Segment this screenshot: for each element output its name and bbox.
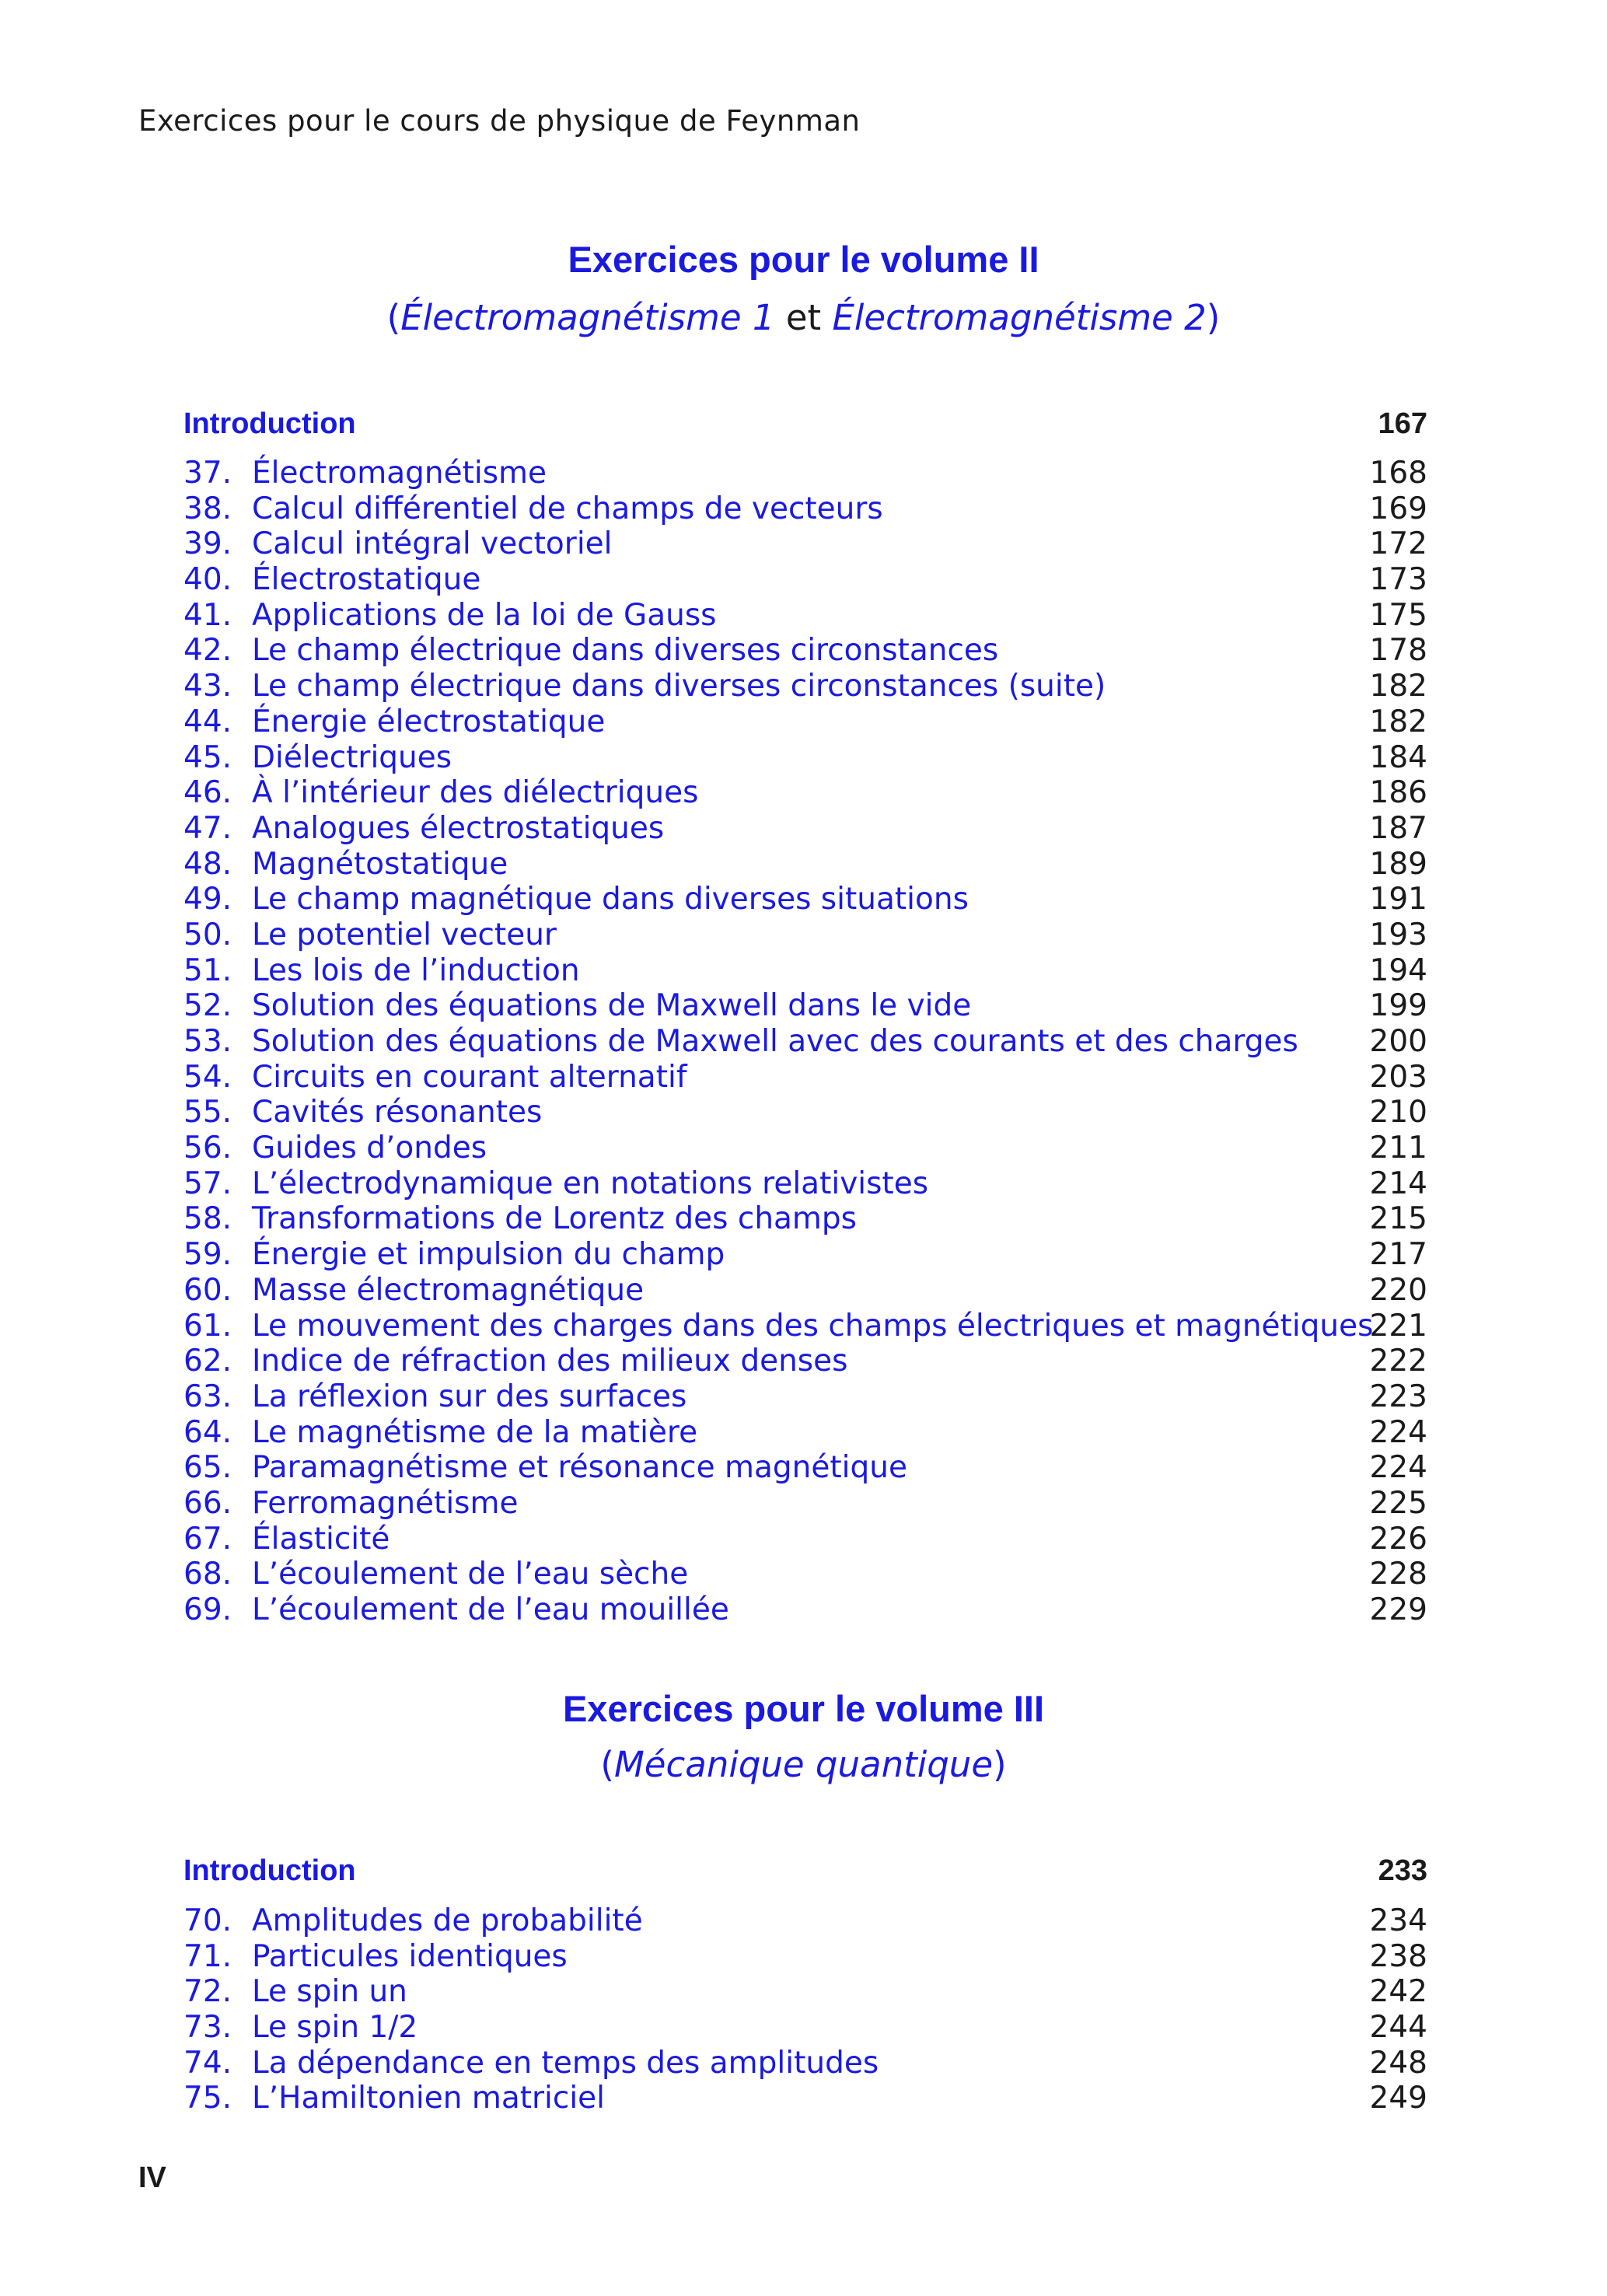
toc-list-volume-3 xyxy=(183,1903,1427,2116)
toc-entry-title[interactable]: Indice de réfraction des milieux denses xyxy=(252,1344,848,1379)
toc-entry[interactable] xyxy=(183,456,1427,491)
toc-entry-page: 187 xyxy=(1369,810,1427,846)
toc-entry-title[interactable]: Le spin 1/2 xyxy=(252,2010,418,2046)
toc-entry-number: 53. xyxy=(183,1024,232,1059)
volume-2-title: Exercices pour le volume II xyxy=(568,239,1039,280)
subtitle-part-1[interactable]: Électromagnétisme 1 xyxy=(400,297,775,338)
toc-entry-page: 199 xyxy=(1369,988,1427,1024)
toc-entry-title[interactable]: Le spin un xyxy=(252,1974,407,2010)
toc-entry-number: 58. xyxy=(183,1201,232,1237)
toc-intro-label[interactable]: Introduction xyxy=(183,1854,356,1887)
toc-entry-title[interactable]: Le champ magnétique dans diverses situations xyxy=(252,882,969,917)
toc-entry-title[interactable]: Le magnétisme de la matière xyxy=(252,1414,698,1450)
toc-entry-title[interactable]: La dépendance en temps des amplitudes xyxy=(252,2045,879,2081)
toc-entry-page: 225 xyxy=(1369,1485,1427,1521)
toc-entry-page: 211 xyxy=(1369,1131,1427,1166)
toc-entry[interactable] xyxy=(183,917,1427,953)
toc-entry-title[interactable]: Ferromagnétisme xyxy=(252,1485,519,1521)
toc-entry-title[interactable]: Cavités résonantes xyxy=(252,1095,543,1131)
toc-entry-number: 54. xyxy=(183,1059,232,1095)
toc-entry-page: 234 xyxy=(1369,1903,1427,1938)
running-header: Exercices pour le cours de physique de Feynman xyxy=(138,104,861,138)
toc-entry[interactable] xyxy=(183,1592,1427,1628)
toc-entry-page: 226 xyxy=(1369,1521,1427,1557)
subtitle-part-2[interactable]: Électromagnétisme 2 xyxy=(832,297,1207,338)
toc-entry[interactable] xyxy=(183,598,1427,634)
toc-entry-number: 63. xyxy=(183,1379,232,1414)
toc-entry-page: 203 xyxy=(1369,1059,1427,1095)
toc-entry-number: 43. xyxy=(183,669,232,704)
toc-entry-page: 168 xyxy=(1369,456,1427,491)
toc-entry-number: 47. xyxy=(183,810,232,846)
toc-entry-number: 57. xyxy=(183,1165,232,1201)
toc-entry[interactable] xyxy=(183,1522,1427,1557)
toc-entry-number: 44. xyxy=(183,704,232,739)
toc-entry-page: 175 xyxy=(1369,597,1427,633)
toc-entry-title[interactable]: L’écoulement de l’eau mouillée xyxy=(252,1592,729,1627)
toc-entry-number: 68. xyxy=(183,1557,232,1592)
toc-entry[interactable] xyxy=(183,562,1427,598)
toc-entry-page: 222 xyxy=(1369,1344,1427,1379)
toc-entry-title[interactable]: Électromagnétisme xyxy=(252,456,547,491)
toc-entry[interactable] xyxy=(183,1201,1427,1237)
toc-entry[interactable] xyxy=(183,1024,1427,1060)
toc-entry-page: 200 xyxy=(1369,1024,1427,1059)
toc-entry-title[interactable]: Transformations de Lorentz des champs xyxy=(252,1201,858,1237)
subtitle-paren-close: ) xyxy=(1206,297,1221,338)
subtitle-connector: et xyxy=(774,297,833,338)
toc-entry[interactable] xyxy=(183,2010,1427,2046)
toc-entry-number: 71. xyxy=(183,1938,232,1974)
toc-entry-page: 173 xyxy=(1369,562,1427,598)
toc-entry[interactable] xyxy=(183,1903,1427,1939)
toc-entry-number: 69. xyxy=(183,1592,232,1627)
toc-entry-number: 40. xyxy=(183,562,232,598)
page-folio: IV xyxy=(138,2161,166,2194)
toc-entry-title[interactable]: Le mouvement des charges dans des champs électriques et magnétiques xyxy=(252,1308,1374,1344)
toc-entry-number: 56. xyxy=(183,1131,232,1166)
toc-entry-number: 74. xyxy=(183,2045,232,2081)
toc-entry[interactable] xyxy=(183,669,1427,704)
toc-entry-title[interactable]: Les lois de l’induction xyxy=(252,952,580,988)
toc-entry-number: 51. xyxy=(183,952,232,988)
toc-intro-page: 167 xyxy=(1378,407,1427,440)
toc-entry-number: 60. xyxy=(183,1272,232,1308)
toc-list-volume-2 xyxy=(183,456,1427,1628)
toc-entry-title[interactable]: Masse électromagnétique xyxy=(252,1272,645,1308)
toc-intro-label[interactable]: Introduction xyxy=(183,407,356,440)
subtitle-paren-open: ( xyxy=(386,297,401,338)
toc-entry-number: 75. xyxy=(183,2081,232,2116)
toc-entry[interactable] xyxy=(183,633,1427,669)
toc-entry-number: 59. xyxy=(183,1237,232,1273)
toc-entry-page: 228 xyxy=(1369,1557,1427,1592)
toc-entry[interactable] xyxy=(183,811,1427,847)
toc-entry-page: 169 xyxy=(1369,491,1427,526)
toc-entry-page: 249 xyxy=(1369,2081,1427,2116)
toc-entry[interactable] xyxy=(183,1486,1427,1522)
toc-entry-page: 172 xyxy=(1369,526,1427,562)
toc-entry[interactable] xyxy=(183,1415,1427,1451)
toc-entry-title[interactable]: Diélectriques xyxy=(252,739,452,775)
toc-entry-number: 49. xyxy=(183,882,232,917)
toc-entry-title[interactable]: Le champ électrique dans diverses circonstances xyxy=(252,633,999,669)
toc-entry-page: 229 xyxy=(1369,1592,1427,1627)
toc-entry-title[interactable]: Calcul intégral vectoriel xyxy=(252,526,613,562)
toc-entry[interactable] xyxy=(183,882,1427,917)
toc-entry[interactable] xyxy=(183,1450,1427,1486)
toc-entry-number: 48. xyxy=(183,846,232,882)
toc-entry-number: 52. xyxy=(183,988,232,1024)
toc-entry[interactable] xyxy=(183,1344,1427,1379)
toc-entry-title[interactable]: Particules identiques xyxy=(252,1938,568,1974)
toc-entry-page: 223 xyxy=(1369,1379,1427,1414)
volume-3-title: Exercices pour le volume III xyxy=(562,1688,1045,1729)
toc-entry-page: 186 xyxy=(1369,775,1427,811)
toc-entry-page: 178 xyxy=(1369,633,1427,669)
toc-entry-number: 61. xyxy=(183,1308,232,1344)
toc-entry-title[interactable]: Le potentiel vecteur xyxy=(252,917,557,952)
toc-entry-page: 224 xyxy=(1369,1450,1427,1486)
toc-entry[interactable] xyxy=(183,1939,1427,1975)
toc-entry-title[interactable]: Guides d’ondes xyxy=(252,1131,487,1166)
toc-entry-title[interactable]: Énergie électrostatique xyxy=(252,704,606,739)
toc-entry[interactable] xyxy=(183,526,1427,562)
toc-entry-number: 38. xyxy=(183,491,232,526)
toc-entry-page: 244 xyxy=(1369,2010,1427,2046)
toc-entry[interactable] xyxy=(183,988,1427,1024)
toc-entry-title[interactable]: Le champ électrique dans diverses circonstances (suite) xyxy=(252,669,1106,704)
toc-entry[interactable] xyxy=(183,1166,1427,1202)
toc-entry-title[interactable]: Élasticité xyxy=(252,1521,390,1557)
toc-entry[interactable] xyxy=(183,1237,1427,1273)
toc-entry[interactable] xyxy=(183,491,1427,527)
toc-entry[interactable] xyxy=(183,1060,1427,1096)
toc-entry-page: 224 xyxy=(1369,1414,1427,1450)
toc-entry-number: 46. xyxy=(183,775,232,811)
toc-entry-number: 39. xyxy=(183,526,232,562)
toc-entry-title[interactable]: Calcul différentiel de champs de vecteurs xyxy=(252,491,883,526)
toc-entry-page: 191 xyxy=(1369,882,1427,917)
toc-entry-page: 220 xyxy=(1369,1272,1427,1308)
toc-entry-title[interactable]: Analogues électrostatiques xyxy=(252,810,665,846)
toc-entry[interactable] xyxy=(183,1131,1427,1166)
toc-entry[interactable] xyxy=(183,953,1427,989)
toc-entry-page: 189 xyxy=(1369,846,1427,882)
toc-entry-page: 248 xyxy=(1369,2045,1427,2081)
toc-entry-page: 210 xyxy=(1369,1095,1427,1131)
toc-entry-page: 193 xyxy=(1369,917,1427,952)
toc-entry-title[interactable]: L’Hamiltonien matriciel xyxy=(252,2081,605,2116)
toc-entry[interactable] xyxy=(183,2046,1427,2081)
toc-entry-number: 42. xyxy=(183,633,232,669)
toc-entry[interactable] xyxy=(183,847,1427,882)
toc-entry-number: 64. xyxy=(183,1414,232,1450)
toc-entry-title[interactable]: L’écoulement de l’eau sèche xyxy=(252,1557,689,1592)
toc-entry-title[interactable]: L’électrodynamique en notations relativistes xyxy=(252,1165,929,1201)
volume-3-subtitle xyxy=(0,1744,1607,1785)
toc-entry[interactable] xyxy=(183,1379,1427,1415)
toc-entry-title[interactable]: Électrostatique xyxy=(252,562,481,598)
toc-entry-number: 50. xyxy=(183,917,232,952)
toc-entry-number: 73. xyxy=(183,2010,232,2046)
toc-entry-number: 65. xyxy=(183,1450,232,1486)
toc-entry-title[interactable]: Circuits en courant alternatif xyxy=(252,1059,687,1095)
toc-entry-page: 214 xyxy=(1369,1165,1427,1201)
toc-entry[interactable] xyxy=(183,1095,1427,1131)
toc-intro-page: 233 xyxy=(1378,1854,1427,1887)
subtitle-part-1[interactable]: Mécanique quantique xyxy=(613,1744,994,1785)
toc-entry-page: 182 xyxy=(1369,669,1427,704)
toc-entry-page: 217 xyxy=(1369,1237,1427,1273)
toc-intro-row[interactable] xyxy=(183,407,1427,446)
toc-entry[interactable] xyxy=(183,1273,1427,1309)
toc-entry-number: 72. xyxy=(183,1974,232,2010)
toc-entry-title[interactable]: Solution des équations de Maxwell avec des courants et des charges xyxy=(252,1024,1298,1059)
toc-entry-title[interactable]: Magnétostatique xyxy=(252,846,508,882)
toc-entry-page: 242 xyxy=(1369,1974,1427,2010)
toc-entry[interactable] xyxy=(183,704,1427,740)
toc-entry-title[interactable]: Amplitudes de probabilité xyxy=(252,1903,643,1938)
toc-entry[interactable] xyxy=(183,1974,1427,2010)
toc-entry-page: 215 xyxy=(1369,1201,1427,1237)
toc-entry-title[interactable]: Énergie et impulsion du champ xyxy=(252,1237,725,1273)
toc-entry[interactable] xyxy=(183,1557,1427,1592)
toc-entry[interactable] xyxy=(183,775,1427,811)
toc-entry[interactable] xyxy=(183,1309,1427,1344)
toc-entry-title[interactable]: Paramagnétisme et résonance magnétique xyxy=(252,1450,907,1486)
toc-entry-number: 62. xyxy=(183,1344,232,1379)
toc-entry[interactable] xyxy=(183,740,1427,776)
subtitle-paren-close: ) xyxy=(993,1744,1007,1785)
toc-entry-title[interactable]: Applications de la loi de Gauss xyxy=(252,597,717,633)
toc-entry-page: 182 xyxy=(1369,704,1427,739)
toc-entry-number: 67. xyxy=(183,1521,232,1557)
toc-intro-row[interactable] xyxy=(183,1854,1427,1893)
toc-entry-page: 238 xyxy=(1369,1938,1427,1974)
toc-entry-title[interactable]: Solution des équations de Maxwell dans le vide xyxy=(252,988,972,1024)
toc-entry-number: 41. xyxy=(183,597,232,633)
toc-entry-number: 55. xyxy=(183,1095,232,1131)
toc-entry-number: 66. xyxy=(183,1485,232,1521)
toc-entry-page: 194 xyxy=(1369,952,1427,988)
toc-entry-page: 221 xyxy=(1369,1308,1427,1344)
toc-entry-page: 184 xyxy=(1369,739,1427,775)
toc-entry-title[interactable]: La réflexion sur des surfaces xyxy=(252,1379,687,1414)
subtitle-paren-open: ( xyxy=(600,1744,614,1785)
toc-entry[interactable] xyxy=(183,2081,1427,2116)
toc-entry-number: 45. xyxy=(183,739,232,775)
volume-2-subtitle xyxy=(0,297,1607,338)
toc-entry-number: 37. xyxy=(183,456,232,491)
toc-entry-number: 70. xyxy=(183,1903,232,1938)
toc-entry-title[interactable]: À l’intérieur des diélectriques xyxy=(252,775,699,811)
